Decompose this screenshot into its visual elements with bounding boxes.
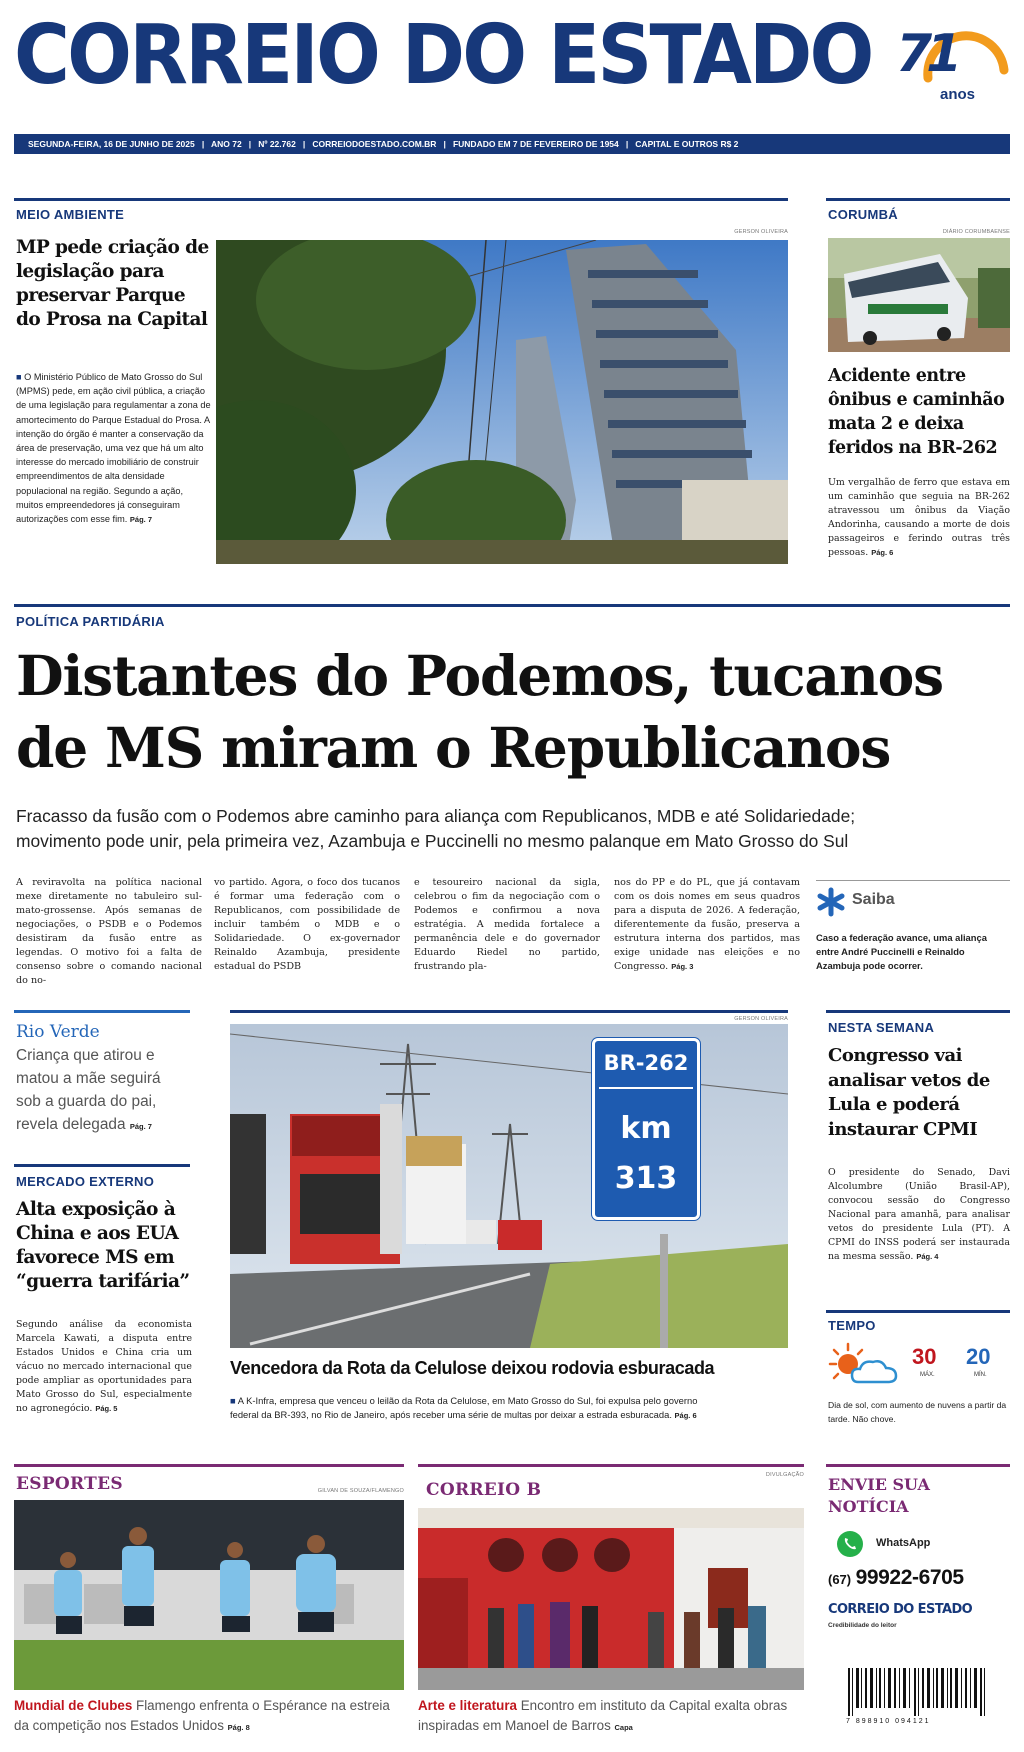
envie-title: ENVIE SUA NOTÍCIA: [828, 1475, 930, 1516]
rodovia-caption-headline[interactable]: Vencedora da Rota da Celulose deixou rodovia esburacada: [230, 1358, 715, 1378]
barcode: [846, 1668, 1010, 1730]
lead-headline[interactable]: Distantes do Podemos, tucanos de MS miram o Republicanos: [16, 643, 943, 780]
sun-cloud-icon: [828, 1342, 902, 1388]
correio-b-kicker: CORREIO B: [426, 1480, 542, 1500]
photo-credit: GERSON OLIVEIRA: [734, 229, 788, 235]
tempo-kicker: TEMPO: [828, 1318, 876, 1333]
temp-min: 20: [966, 1344, 991, 1369]
info-bar: SEGUNDA-FEIRA, 16 DE JUNHO DE 2025 | ANO 72 | Nº 22.762 | CORREIODOESTADO.COM.BR | FUNDADO EM 7 DE FEVEREIRO DE 1954 | CAPITAL E OUTROS R$ 2: [14, 134, 1010, 154]
lead-col-2: vo partido. Agora, o foco dos tucanos é formar uma federação com o Republicanos, com possibilidade de incluir também o MDB e o Solidariedade. O ex-governador Reinaldo Azambuja, presidente estadual do PSDB: [214, 877, 400, 972]
phone-number[interactable]: (67) 99922-6705: [828, 1566, 964, 1589]
acidente-body: Um vergalhão de ferro que estava em um caminhão que seguia na BR-262 atravessou um ônibus da Viação Andorinha, causando a morte de dois passageiros e ferindo outras três pessoas. Pág. 6: [828, 477, 1010, 558]
correio-b-photo: [418, 1508, 804, 1690]
correio-b-credit: DIVULGAÇÃO: [765, 1472, 804, 1478]
saiba-title: Saiba: [852, 891, 895, 908]
barcode-digits: 7 898910 094121: [846, 1718, 931, 1725]
tempo-text: Dia de sol, com aumento de nuvens a partir da tarde. Não chove.: [828, 1400, 1007, 1424]
corumba-kicker: CORUMBÁ: [828, 207, 898, 222]
center-photo-credit: GERSON OLIVEIRA: [734, 1016, 788, 1022]
anniversary-logo: 71 anos: [888, 20, 1012, 116]
temp-max-label: MÁX.: [920, 1372, 935, 1378]
rodovia-caption: ■ A K-Infra, empresa que venceu o leilão da Rota da Celulose, em Mato Grosso do Sul, foi expulsa pelo governo federal da BR-393, no Rio de Janeiro, após receber uma série de multas por deixar a estrada esburacada. Pág. 6: [230, 1395, 698, 1420]
lead-subhead: Fracasso da fusão com o Podemos abre caminho para aliança com Republicanos, MDB e até Solidariedade; movimento pode unir, pela primeira vez, Azambuja e Puccinelli no mesmo palanque em Mato Grosso do Sul: [16, 806, 856, 851]
nesta-semana-kicker: NESTA SEMANA: [828, 1020, 935, 1035]
lead-col-1: A reviravolta na política nacional mexe diretamente no tabuleiro sul-mato-grossense. Após semanas de negociações, o PSDB e o Podemos desistiram da fusão entre as legendas. O motivo foi a falta de consenso sobre o comando nacional do no-: [16, 877, 202, 986]
esportes-caption[interactable]: Mundial de Clubes Flamengo enfrenta o Espérance na estreia da competição nos Estados Unidos Pág. 8: [14, 1698, 390, 1733]
congresso-headline[interactable]: Congresso vai analisar vetos de Lula e poderá instaurar CPMI: [828, 1045, 990, 1140]
corumba-photo: [828, 238, 1010, 352]
asterisk-icon: [816, 887, 846, 917]
br262-sign: BR-262 km 313: [592, 1038, 700, 1220]
whatsapp-icon[interactable]: [836, 1530, 864, 1558]
corumba-photo-credit: DIÁRIO CORUMBAENSE: [942, 229, 1010, 235]
temp-max: 30: [912, 1344, 937, 1369]
esportes-credit: GILVAN DE SOUZA/FLAMENGO: [317, 1488, 404, 1494]
saiba-text: Caso a federação avance, uma aliança entre André Puccinelli e Reinaldo Azambuja pode ocorrer.: [816, 932, 987, 971]
politica-kicker: POLÍTICA PARTIDÁRIA: [16, 614, 165, 629]
parque-prosa-headline[interactable]: MP pede criação de legislação para preservar Parque do Prosa na Capital: [16, 237, 209, 330]
parque-prosa-body: ■ O Ministério Público de Mato Grosso do Sul (MPMS) pede, em ação civil pública, a criação de uma legislação para regulamentar a zona de amortecimento do Parque Estadual do Prosa. A intenção do órgão é manter a conservação da área de preservação, uma vez que há um alto interesse do mercado imobiliário de construir empreendimentos de alta densidade populacional na região. Segundo a ação, muitos empreendedores já conseguiram autorizações com esse fim. Pág. 7: [16, 372, 211, 525]
rio-verde-text[interactable]: Criança que atirou e matou a mãe seguirá sob a guarda do pai, revela delegada Pág. 7: [16, 1047, 161, 1133]
brand-tagline: Credibilidade do leitor: [828, 1622, 897, 1629]
meio-ambiente-kicker: MEIO AMBIENTE: [16, 207, 125, 222]
esportes-photo: [14, 1500, 404, 1690]
acidente-headline[interactable]: Acidente entre ônibus e caminhão mata 2 e deixa feridos na BR-262: [828, 366, 1005, 458]
lead-col-4: nos do PP e do PL, que já contavam com os dois nomes em seus quadros para a disputa de 2026. A federação, diferentemente da fusão, preserva a estrutura interna dos partidos, mas exige unidade nas eleições e no Congresso. Pág. 3: [614, 877, 800, 972]
mercado-body: Segundo análise da economista Marcela Kawati, a disputa entre Estados Unidos e China cria um vácuo no mercado internacional que pode ampliar as oportunidades para Mato Grosso do Sul, especialmente no agronegócio. Pág. 5: [16, 1319, 192, 1414]
temp-min-label: MÍN.: [974, 1372, 987, 1378]
brand-logo-small: CORREIO DO ESTADO: [828, 1602, 973, 1617]
correio-b-caption[interactable]: Arte e literatura Encontro em instituto da Capital exalta obras inspiradas em Manoel de Barros Capa: [418, 1698, 788, 1733]
lead-col-3: e tesoureiro nacional da sigla, celebrou o fim da negociação com o Podemos e confirmou a nova estratégia. A medida fortalece a permanência dele e do governador Eduardo Riedel no partido, frustrando pla-: [414, 877, 600, 972]
whatsapp-label: WhatsApp: [876, 1537, 931, 1549]
rodovia-photo: [230, 1024, 788, 1348]
parque-prosa-photo: [216, 240, 788, 564]
esportes-kicker: ESPORTES: [16, 1474, 123, 1494]
congresso-body: O presidente do Senado, Davi Alcolumbre (União Brasil-AP), convocou sessão do Congresso Nacional para amanhã, para analisar vetos do presidente Lula (PT). A CPMI do INSS poderá ser instaurada na mesma sessão. Pág. 4: [828, 1167, 1010, 1262]
mercado-kicker: MERCADO EXTERNO: [16, 1174, 155, 1189]
saiba-box: [816, 880, 1010, 972]
masthead-title: CORREIO DO ESTADO: [14, 8, 872, 103]
mercado-headline[interactable]: Alta exposição à China e aos EUA favorece MS em “guerra tarifária”: [16, 1199, 190, 1292]
rio-verde-kicker: Rio Verde: [16, 1022, 100, 1042]
